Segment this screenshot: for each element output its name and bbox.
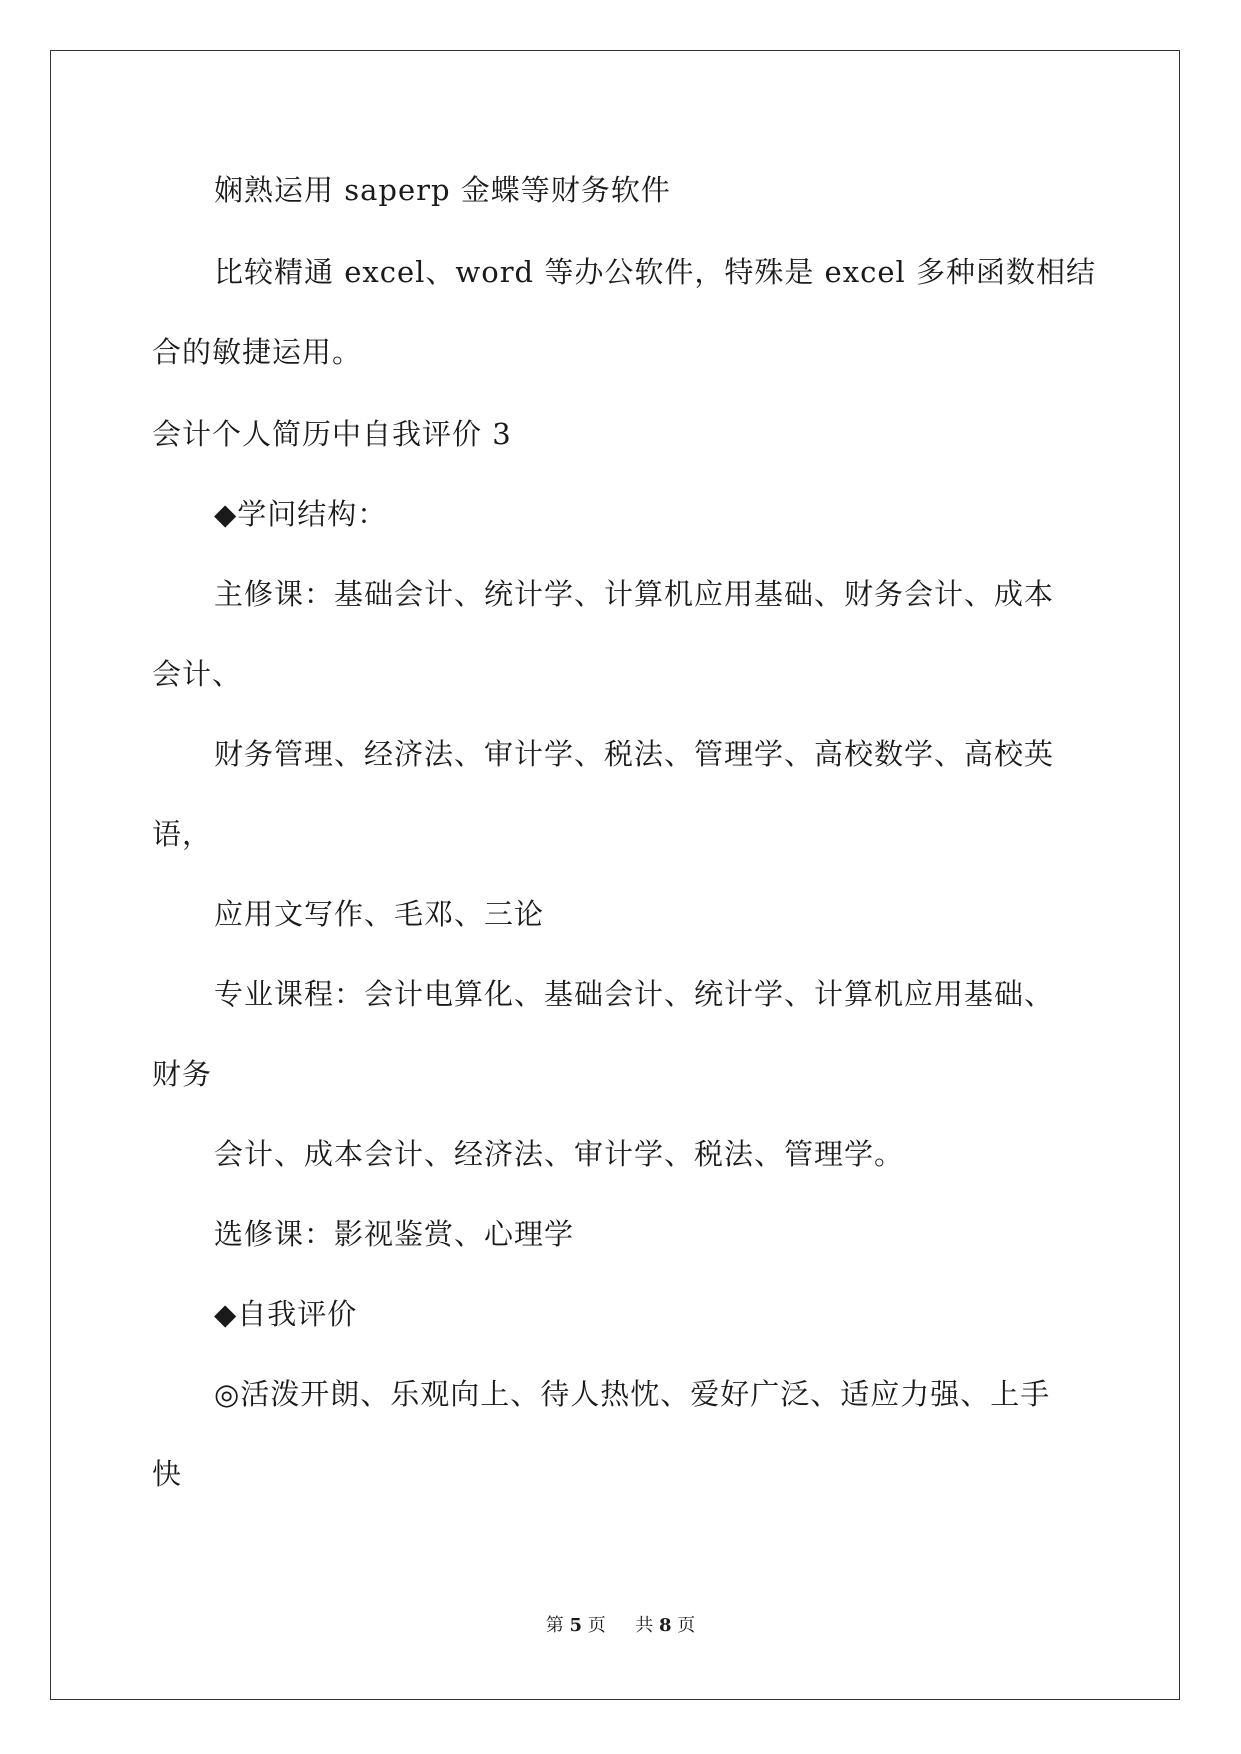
text-line-major-courses: 主修课：基础会计、统计学、计算机应用基础、财务会计、成本 — [214, 577, 1055, 611]
footer-total-suffix: 页 — [677, 1615, 696, 1636]
text-line-office-skills-cont: 合的敏捷运用。 — [152, 335, 363, 369]
footer-page-suffix: 页 — [587, 1615, 606, 1636]
text-line-professional-courses: 专业课程：会计电算化、基础会计、统计学、计算机应用基础、 — [214, 977, 1055, 1011]
text-line-major-courses-2: 财务管理、经济法、审计学、税法、管理学、高校数学、高校英 — [214, 737, 1055, 771]
knowledge-structure-heading: ◆学问结构： — [214, 497, 388, 531]
footer-total-prefix: 共 — [635, 1615, 654, 1636]
text-line-office-skills: 比较精通 excel、word 等办公软件，特殊是 excel 多种函数相结 — [214, 255, 1096, 289]
text-line-major-courses-cont: 会计、 — [152, 657, 243, 691]
text-line-major-courses-2-cont: 语， — [152, 817, 213, 851]
footer-page-number: 5 — [569, 1615, 583, 1636]
text-line-professional-courses-cont: 财务 — [152, 1057, 213, 1091]
page-footer — [0, 1614, 1241, 1638]
footer-total-pages: 8 — [658, 1615, 672, 1636]
text-line-elective-courses: 选修课：影视鉴赏、心理学 — [214, 1217, 575, 1251]
page-border — [50, 50, 1180, 1700]
text-line-software-erp: 娴熟运用 saperp 金蝶等财务软件 — [214, 173, 671, 207]
footer-page-prefix: 第 — [545, 1615, 564, 1636]
text-line-personality-cont: 快 — [152, 1457, 183, 1491]
self-evaluation-heading: ◆自我评价 — [214, 1297, 358, 1331]
text-line-personality: ◎活泼开朗、乐观向上、待人热忱、爱好广泛、适应力强、上手 — [214, 1377, 1051, 1411]
section-heading: 会计个人简历中自我评价 3 — [152, 417, 512, 451]
text-line-major-courses-3: 应用文写作、毛邓、三论 — [214, 897, 545, 931]
text-line-professional-courses-2: 会计、成本会计、经济法、审计学、税法、管理学。 — [214, 1137, 905, 1171]
